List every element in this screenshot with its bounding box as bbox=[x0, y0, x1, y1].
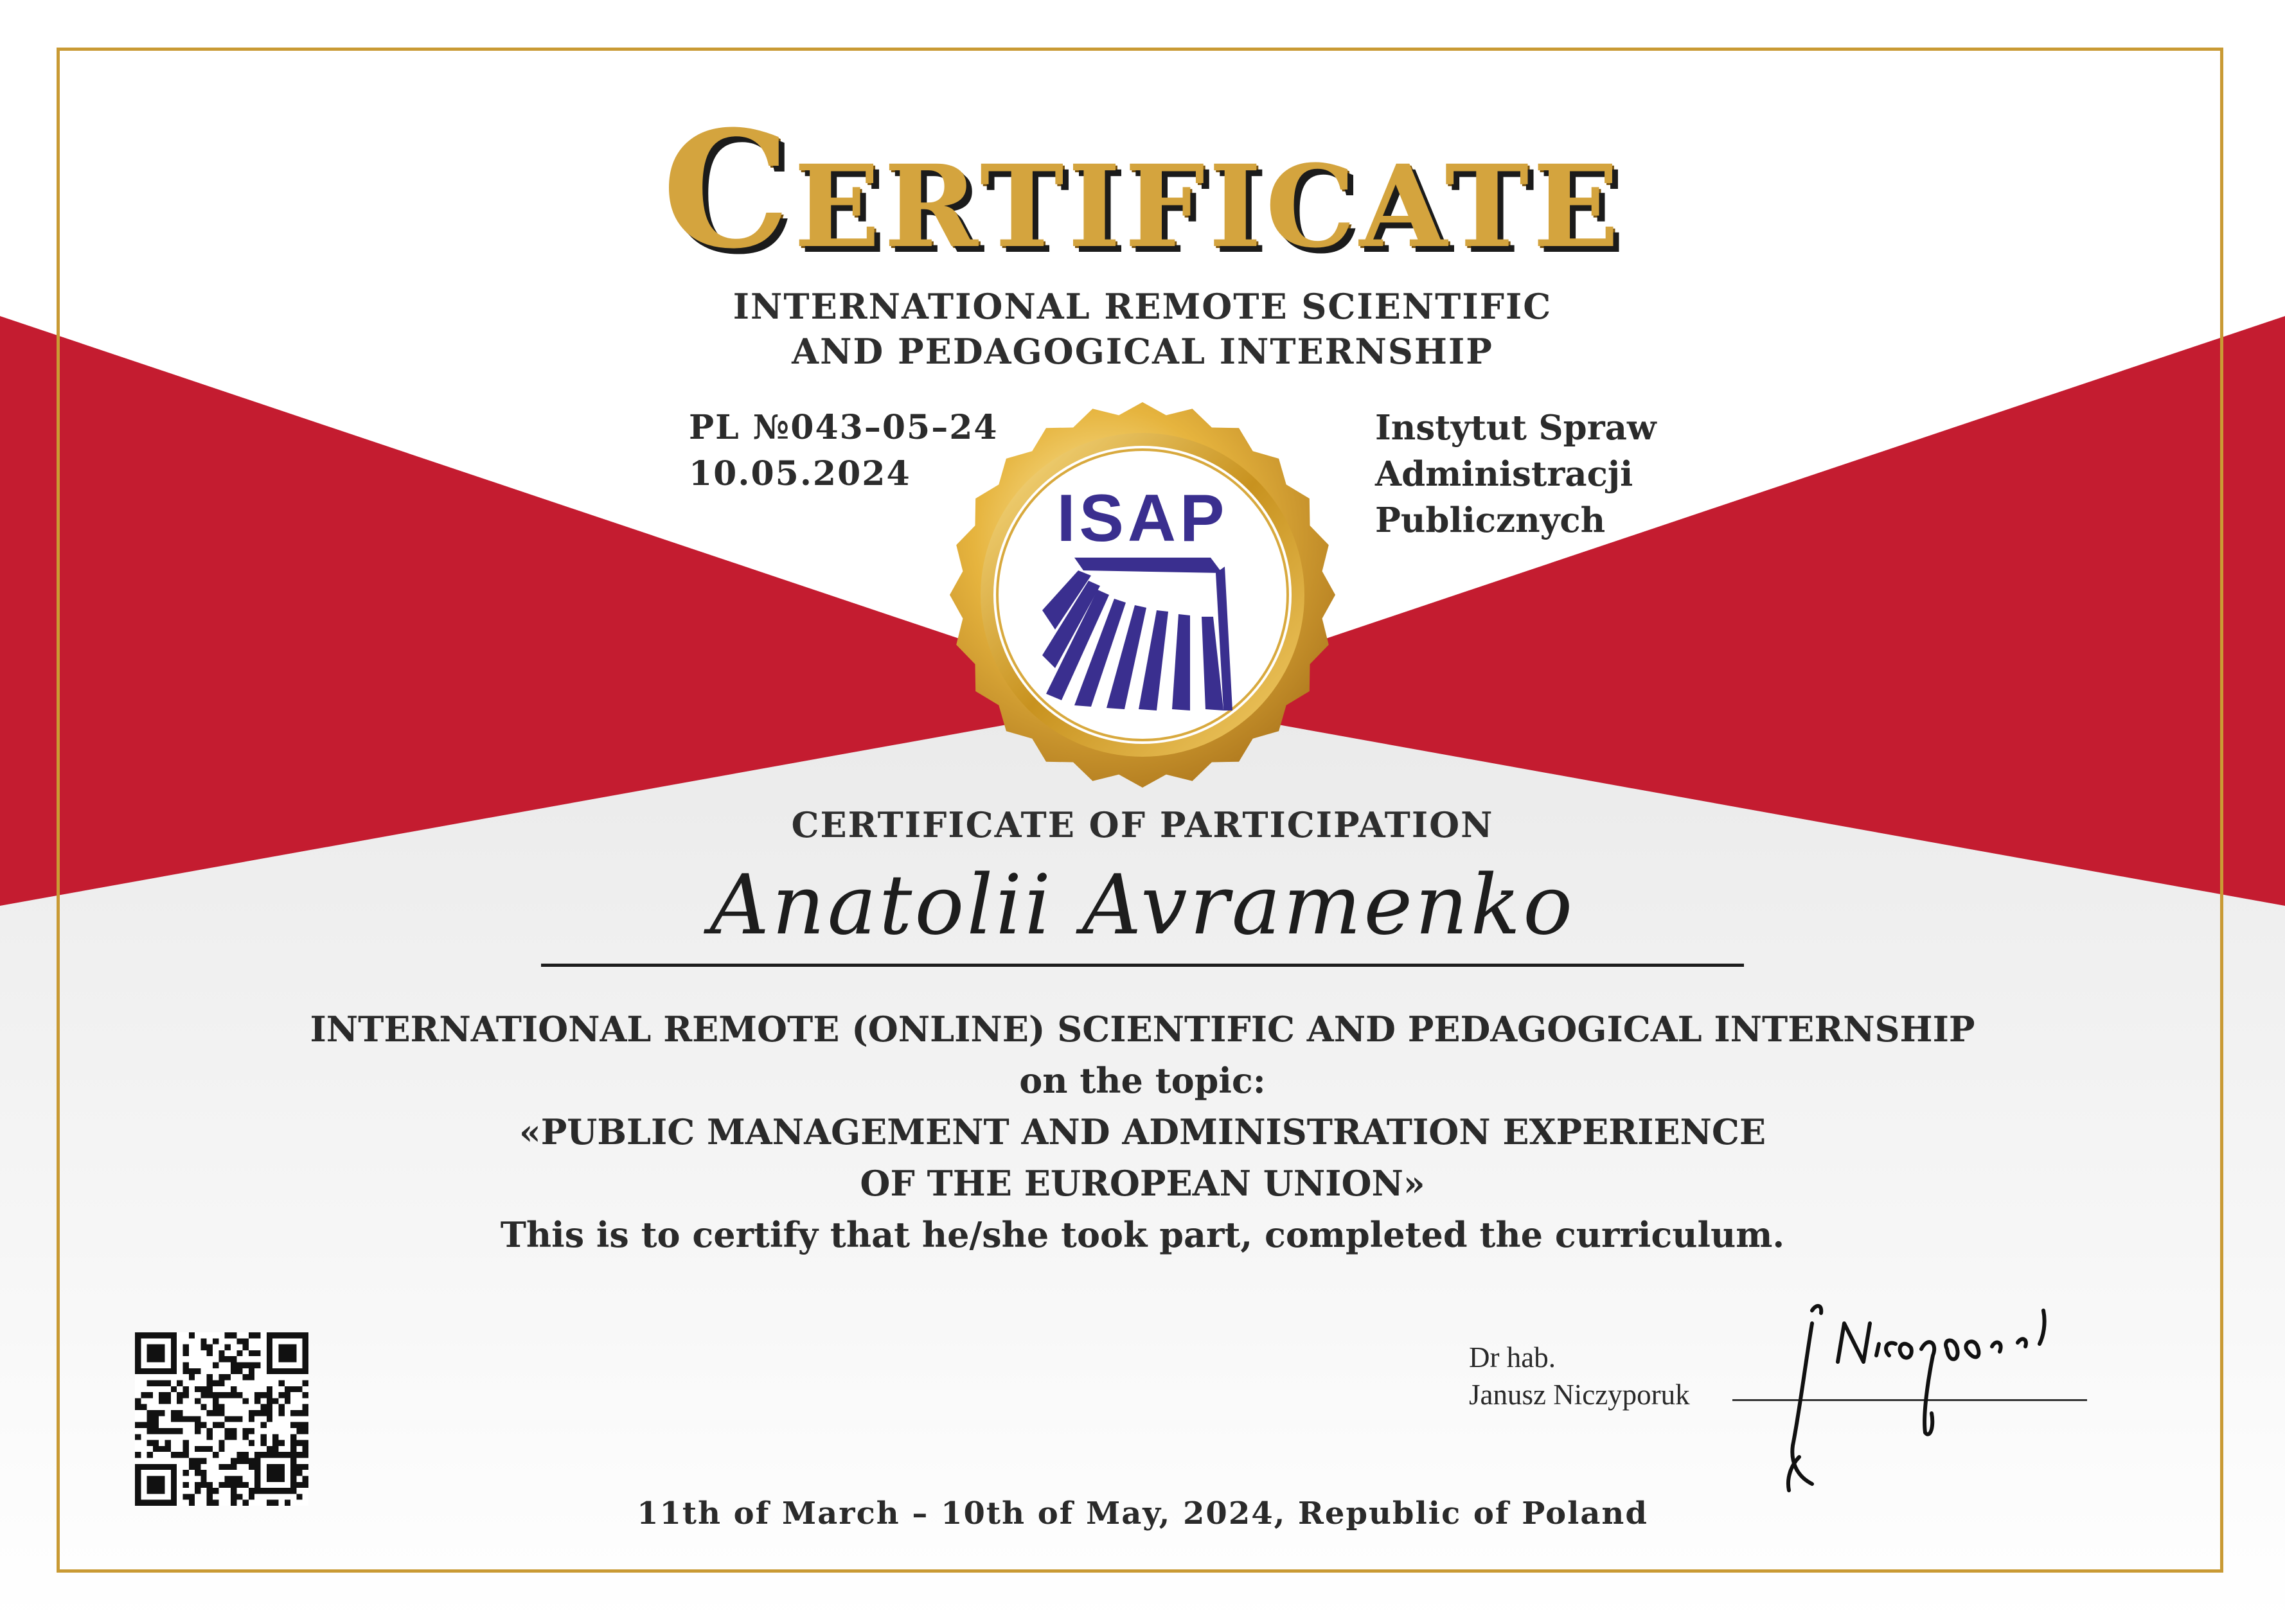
seal-text: ISAP bbox=[1056, 481, 1229, 556]
issue-date: 10.05.2024 bbox=[689, 454, 911, 493]
isap-seal-logo bbox=[946, 398, 1339, 791]
certificate-heading bbox=[0, 95, 2285, 284]
title-initial: C bbox=[662, 95, 794, 284]
subtitle-line-2: AND PEDAGOGICAL INTERNSHIP bbox=[792, 331, 1493, 372]
institute-name bbox=[1375, 405, 1657, 543]
participation-label: CERTIFICATE OF PARTICIPATION bbox=[791, 804, 1494, 845]
certificate-body bbox=[0, 1003, 2285, 1260]
body-line-3: «PUBLIC MANAGEMENT AND ADMINISTRATION EXPERIENCE bbox=[519, 1111, 1766, 1152]
signer-name: Janusz Niczyporuk bbox=[1469, 1379, 1690, 1411]
body-line-4: OF THE EUROPEAN UNION» bbox=[860, 1163, 1425, 1204]
recipient-name: Anatolii Avramenko bbox=[709, 858, 1576, 953]
body-line-5: This is to certify that he/she took part, completed the curriculum. bbox=[500, 1214, 1785, 1255]
footer-dates-location: 11th of March – 10th of May, 2024, Republic of Poland bbox=[637, 1496, 1648, 1531]
signer-block bbox=[1469, 1339, 1690, 1413]
body-line-2: on the topic: bbox=[1019, 1060, 1266, 1101]
signer-title: Dr hab. bbox=[1469, 1341, 1556, 1373]
institute-line-1: Instytut Spraw bbox=[1375, 408, 1657, 448]
handwritten-signature bbox=[1774, 1285, 2082, 1503]
subtitle-line-1: INTERNATIONAL REMOTE SCIENTIFIC bbox=[733, 286, 1552, 327]
body-line-1: INTERNATIONAL REMOTE (ONLINE) SCIENTIFIC AND PEDAGOGICAL INTERNSHIP bbox=[310, 1009, 1975, 1050]
registration-number: PL №043–05–24 bbox=[689, 408, 999, 447]
title-rest: ERTIFICATE bbox=[794, 140, 1623, 273]
subtitle bbox=[0, 284, 2285, 374]
institute-line-3: Publicznych bbox=[1375, 500, 1606, 540]
name-underline bbox=[541, 964, 1744, 967]
qr-code bbox=[135, 1332, 308, 1506]
institute-line-2: Administracji bbox=[1375, 454, 1633, 494]
